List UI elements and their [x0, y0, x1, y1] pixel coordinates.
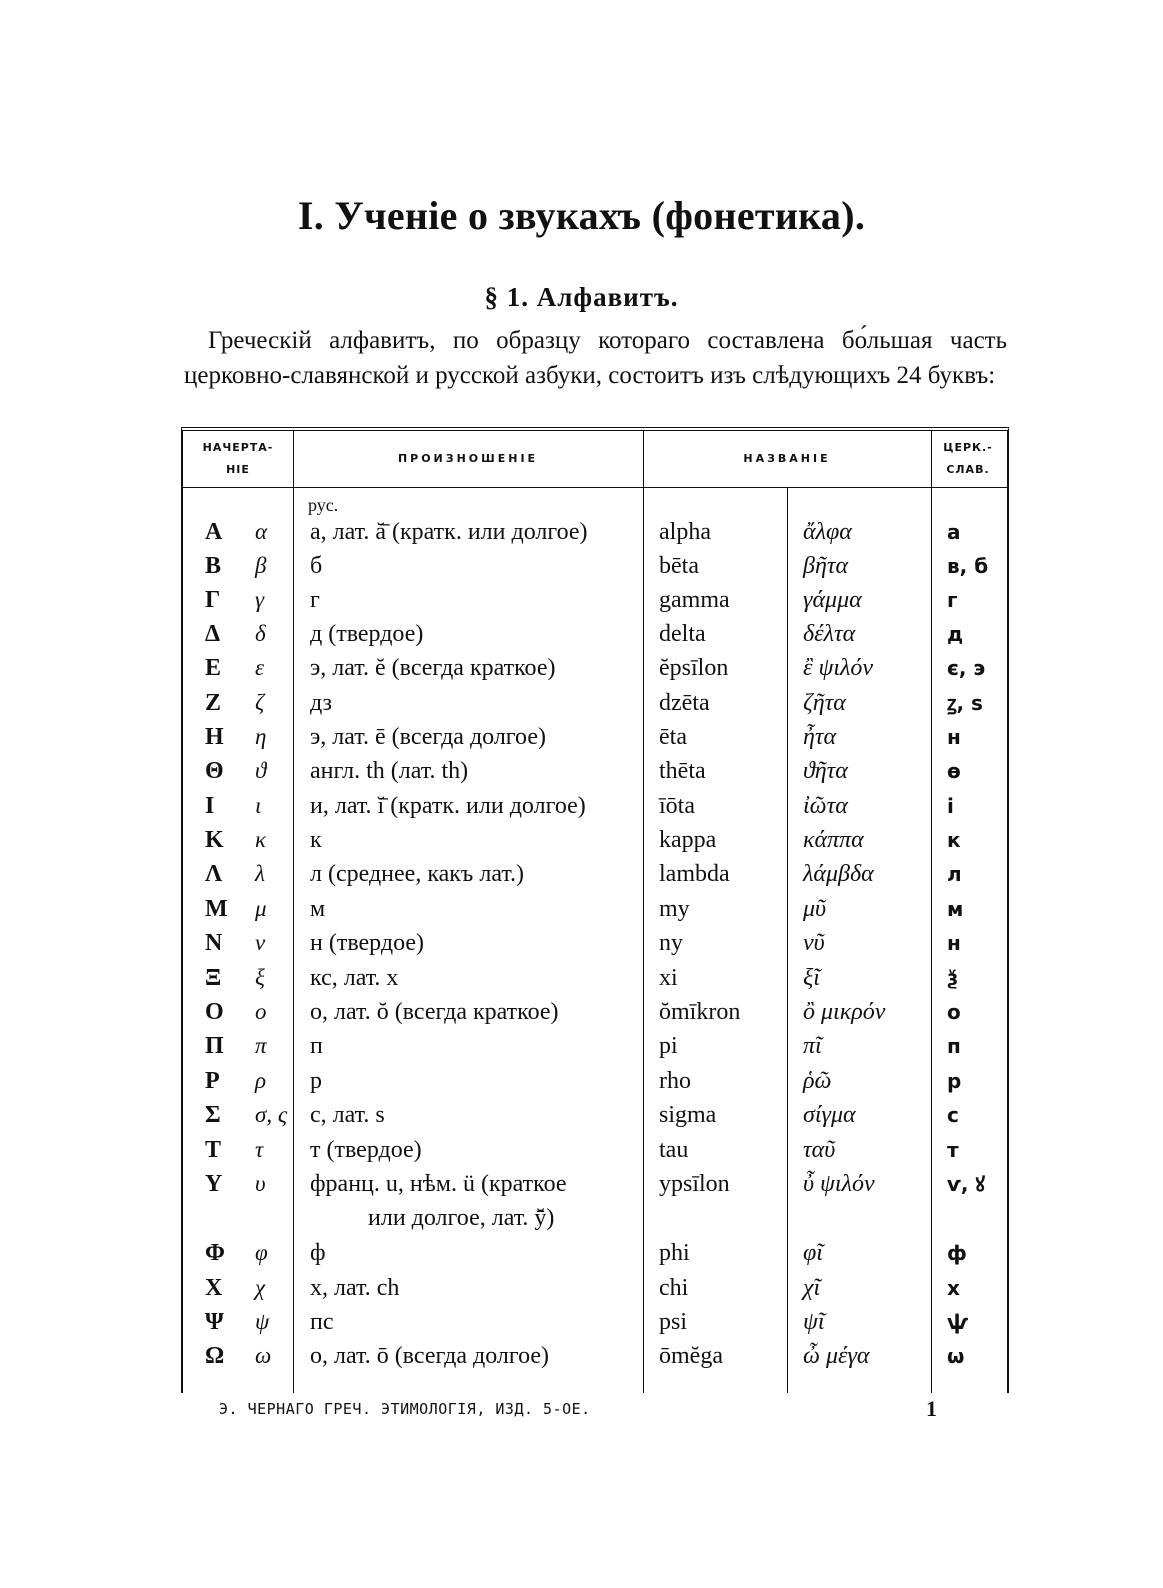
letter-uppercase: Ζ: [205, 690, 222, 716]
name-greek: ἄλφα: [803, 519, 852, 545]
letter-lowercase: χ: [255, 1275, 266, 1300]
table-row: [183, 892, 1007, 926]
header-church-slavonic-line2: СЛАВ.: [946, 463, 990, 476]
name-latin: alpha: [659, 519, 711, 545]
church-slavonic-letter: н: [947, 931, 961, 955]
letter-lowercase: ε: [255, 655, 265, 680]
letter-lowercase: λ: [255, 861, 265, 886]
name-latin: rho: [659, 1068, 691, 1094]
letter-uppercase: Κ: [205, 827, 224, 853]
header-church-slavonic-line1: ЦЕРК.-: [943, 441, 993, 454]
letter-lowercase: ψ: [255, 1309, 270, 1334]
letter-uppercase: Α: [205, 519, 223, 545]
name-latin: thēta: [659, 758, 706, 784]
alphabet-table: [181, 427, 1009, 1393]
header-spelling: [183, 431, 293, 487]
table-row: [183, 1098, 1007, 1132]
letter-uppercase: Θ: [205, 758, 224, 784]
letter-uppercase: Ο: [205, 999, 224, 1025]
name-greek: ὖ ψιλόν: [803, 1171, 875, 1197]
name-latin: xi: [659, 965, 678, 991]
letter-uppercase: Β: [205, 553, 222, 579]
table-row: [183, 1167, 1007, 1231]
table-row: [183, 961, 1007, 995]
name-latin: psi: [659, 1309, 688, 1335]
name-greek: πῖ: [803, 1033, 822, 1059]
letter-uppercase: Ψ: [205, 1309, 224, 1335]
church-slavonic-letter: р: [947, 1069, 962, 1093]
letter-uppercase: Π: [205, 1033, 224, 1059]
pronunciation: л (среднее, какъ лат.): [310, 861, 525, 887]
name-greek: λάμβδα: [803, 861, 874, 887]
header-spelling-line2: НІЕ: [226, 463, 250, 476]
letter-uppercase: Φ: [205, 1240, 225, 1266]
letter-lowercase: γ: [255, 587, 265, 612]
letter-lowercase: τ: [255, 1137, 264, 1162]
letter-lowercase: ρ: [255, 1068, 267, 1093]
name-greek: ζῆτα: [803, 690, 846, 716]
name-latin: sigma: [659, 1102, 717, 1128]
table-row: [183, 720, 1007, 754]
name-greek: νῦ: [803, 930, 825, 956]
church-slavonic-letter: ѡ: [947, 1344, 965, 1368]
name-latin: chi: [659, 1275, 689, 1301]
church-slavonic-letter: ѯ: [947, 966, 959, 990]
letter-lowercase: ϑ: [255, 758, 267, 783]
church-slavonic-letter: т: [947, 1138, 959, 1162]
pronunciation: о, лат. ŏ (всегда краткое): [310, 999, 559, 1025]
church-slavonic-letter: п: [947, 1034, 961, 1058]
name-greek: ὂ μικρόν: [803, 999, 886, 1025]
letter-lowercase: ζ: [255, 690, 265, 715]
church-slavonic-letter: к: [947, 828, 961, 852]
pronunciation: м: [310, 896, 326, 922]
table-row: [183, 515, 1007, 549]
rus-label: рус.: [308, 495, 339, 515]
name-greek: ψῖ: [803, 1309, 825, 1335]
section-title: § 1. Алфавитъ.: [484, 282, 679, 312]
pronunciation: к: [310, 827, 322, 853]
letter-uppercase: Υ: [205, 1171, 223, 1197]
letter-lowercase: ξ: [255, 965, 265, 990]
pronunciation: д (твердое): [310, 621, 424, 647]
letter-uppercase: Ε: [205, 655, 222, 681]
header-name: [643, 431, 931, 487]
pronunciation: а, лат. ă̄ (кратк. или долгое): [310, 519, 588, 545]
church-slavonic-letter: х: [947, 1276, 960, 1300]
name-greek: κάππα: [803, 827, 864, 853]
pronunciation: франц. u, нѣм. ü (краткое: [310, 1171, 567, 1197]
name-greek: ὦ μέγα: [803, 1343, 870, 1369]
table-row: [183, 1064, 1007, 1098]
letter-lowercase: ν: [255, 930, 266, 955]
church-slavonic-letter: ѳ: [947, 759, 961, 783]
letter-uppercase: Μ: [205, 896, 228, 922]
letter-lowercase: η: [255, 724, 267, 749]
table-row: [183, 857, 1007, 891]
letter-lowercase: φ: [255, 1240, 268, 1265]
name-latin: ny: [659, 930, 683, 956]
letter-uppercase: Δ: [205, 621, 221, 647]
letter-lowercase: α: [255, 519, 268, 544]
letter-lowercase: ι: [255, 793, 262, 818]
pronunciation: п: [310, 1033, 323, 1059]
pronunciation-continued: или долгое, лат. y̆̄): [368, 1205, 555, 1231]
footer-source: Э. ЧЕРНАГО ГРЕЧ. ЭТИМОЛОГІЯ, ИЗД. 5-ОЕ.: [219, 1400, 591, 1418]
name-latin: ēta: [659, 724, 687, 750]
letter-uppercase: Χ: [205, 1275, 223, 1301]
table-row: [183, 583, 1007, 617]
name-greek: φῖ: [803, 1240, 823, 1266]
name-greek: ἒ ψιλόν: [803, 655, 874, 681]
letter-lowercase: μ: [255, 896, 267, 921]
name-greek: σίγμα: [803, 1102, 856, 1128]
pronunciation: г: [310, 587, 320, 613]
table-row: [183, 926, 1007, 960]
table-row: [183, 1133, 1007, 1167]
name-greek: χῖ: [803, 1275, 821, 1301]
letter-lowercase: δ: [255, 621, 266, 646]
name-latin: phi: [659, 1240, 690, 1266]
name-greek: ξῖ: [803, 965, 820, 991]
name-latin: my: [659, 896, 690, 922]
church-slavonic-letter: о: [947, 1000, 961, 1024]
letter-lowercase: ο: [255, 999, 267, 1024]
letter-uppercase: Λ: [205, 861, 223, 887]
pronunciation: р: [310, 1068, 322, 1094]
letter-uppercase: Ν: [205, 930, 223, 956]
church-slavonic-letter: ф: [947, 1241, 967, 1265]
header-pronunciation: [293, 431, 643, 487]
pronunciation: э, лат. ē (всегда долгое): [310, 724, 546, 750]
letter-uppercase: Σ: [205, 1102, 221, 1128]
header-pronunciation-label: ПРОИЗНОШЕНІЕ: [397, 452, 539, 465]
church-slavonic-letter: а: [947, 520, 961, 544]
pronunciation: ф: [310, 1240, 326, 1266]
name-greek: ταῦ: [803, 1137, 836, 1163]
table-row: [183, 823, 1007, 857]
letter-lowercase: π: [255, 1033, 267, 1058]
name-latin: dzēta: [659, 690, 710, 716]
church-slavonic-letter: л: [947, 862, 962, 886]
pronunciation: б: [310, 553, 323, 579]
church-slavonic-letter: і: [947, 794, 954, 818]
header-name-label: НАЗВАНІЕ: [743, 452, 831, 465]
pronunciation: э, лат. ĕ (всегда краткое): [310, 655, 556, 681]
church-slavonic-letter: д: [947, 622, 964, 646]
letter-lowercase: β: [255, 553, 267, 578]
table-row: [183, 995, 1007, 1029]
pronunciation: пс: [310, 1309, 334, 1335]
church-slavonic-letter: ѵ, ꙋ: [947, 1172, 985, 1196]
letter-uppercase: Η: [205, 724, 224, 750]
church-slavonic-letter: м: [947, 897, 964, 921]
pronunciation: х, лат. ch: [310, 1275, 400, 1301]
pronunciation: дз: [310, 690, 332, 716]
name-latin: gamma: [659, 587, 730, 613]
church-slavonic-letter: с: [947, 1103, 959, 1127]
table-row: [183, 1029, 1007, 1063]
church-slavonic-letter: г: [947, 588, 958, 612]
pronunciation: с, лат. s: [310, 1102, 385, 1128]
church-slavonic-letter: ѱ: [947, 1310, 969, 1334]
name-latin: kappa: [659, 827, 717, 853]
table-row: [183, 1305, 1007, 1339]
name-greek: γάμμα: [803, 587, 862, 613]
church-slavonic-letter: н: [947, 725, 961, 749]
name-latin: lambda: [659, 861, 730, 887]
intro-paragraph: Греческій алфавитъ, по образцу котораго составлена бо́льшая часть церковно-славянской и русской азбуки, состоитъ изъ слѣдующихъ 24 буквъ:: [184, 327, 1007, 389]
letter-lowercase: ω: [255, 1343, 272, 1368]
church-slavonic-letter: є, э: [947, 656, 986, 680]
table-row: [183, 651, 1007, 685]
pronunciation: и, лат. ĭ̄ (кратк. или долгое): [310, 793, 586, 819]
header-spelling-line1: НАЧЕРТА-: [202, 441, 274, 454]
name-latin: tau: [659, 1137, 689, 1163]
pronunciation: англ. th (лат. th): [310, 758, 469, 784]
name-latin: ĕpsīlon: [659, 655, 729, 681]
table-row: [183, 1271, 1007, 1305]
table-row: [183, 754, 1007, 788]
pronunciation: о, лат. ō (всегда долгое): [310, 1343, 550, 1369]
name-greek: ἦτα: [803, 724, 837, 750]
pronunciation: н (твердое): [310, 930, 424, 956]
table-row: [183, 1236, 1007, 1270]
letter-uppercase: Ρ: [205, 1068, 220, 1094]
page-title: I. Ученіе о звукахъ (фонетика).: [297, 193, 866, 238]
table-row: [183, 617, 1007, 651]
letter-uppercase: Ξ: [205, 965, 222, 991]
letter-lowercase: σ, ς: [255, 1102, 288, 1127]
name-greek: ῥῶ: [803, 1068, 832, 1094]
table-row: [183, 686, 1007, 720]
name-greek: βῆτα: [803, 553, 849, 579]
name-greek: ἰῶτα: [803, 793, 848, 819]
name-greek: δέλτα: [803, 621, 856, 647]
name-latin: bēta: [659, 553, 699, 579]
page-number: 1: [926, 1396, 937, 1421]
pronunciation: т (твердое): [310, 1137, 422, 1163]
header-church-slavonic: [931, 431, 1005, 487]
letter-lowercase: κ: [255, 827, 267, 852]
header-divider: [183, 487, 1007, 488]
name-greek: μῦ: [803, 896, 827, 922]
pronunciation: кс, лат. x: [310, 965, 399, 991]
letter-lowercase: υ: [255, 1171, 266, 1196]
name-latin: ypsīlon: [659, 1171, 730, 1197]
name-latin: pi: [659, 1033, 678, 1059]
letter-uppercase: Τ: [205, 1137, 222, 1163]
table-row: [183, 549, 1007, 583]
table-row: [183, 789, 1007, 823]
church-slavonic-letter: в, б: [947, 554, 989, 578]
name-greek: ϑῆτα: [803, 758, 848, 784]
name-latin: ŏmīkron: [659, 999, 741, 1025]
church-slavonic-letter: ꙁ, ѕ: [947, 691, 983, 715]
letter-uppercase: Ι: [205, 793, 215, 819]
letter-uppercase: Γ: [205, 587, 221, 613]
name-latin: īōta: [659, 793, 695, 819]
name-latin: delta: [659, 621, 706, 647]
name-latin: ōmĕga: [659, 1343, 723, 1369]
letter-uppercase: Ω: [205, 1343, 225, 1369]
table-row: [183, 1339, 1007, 1373]
